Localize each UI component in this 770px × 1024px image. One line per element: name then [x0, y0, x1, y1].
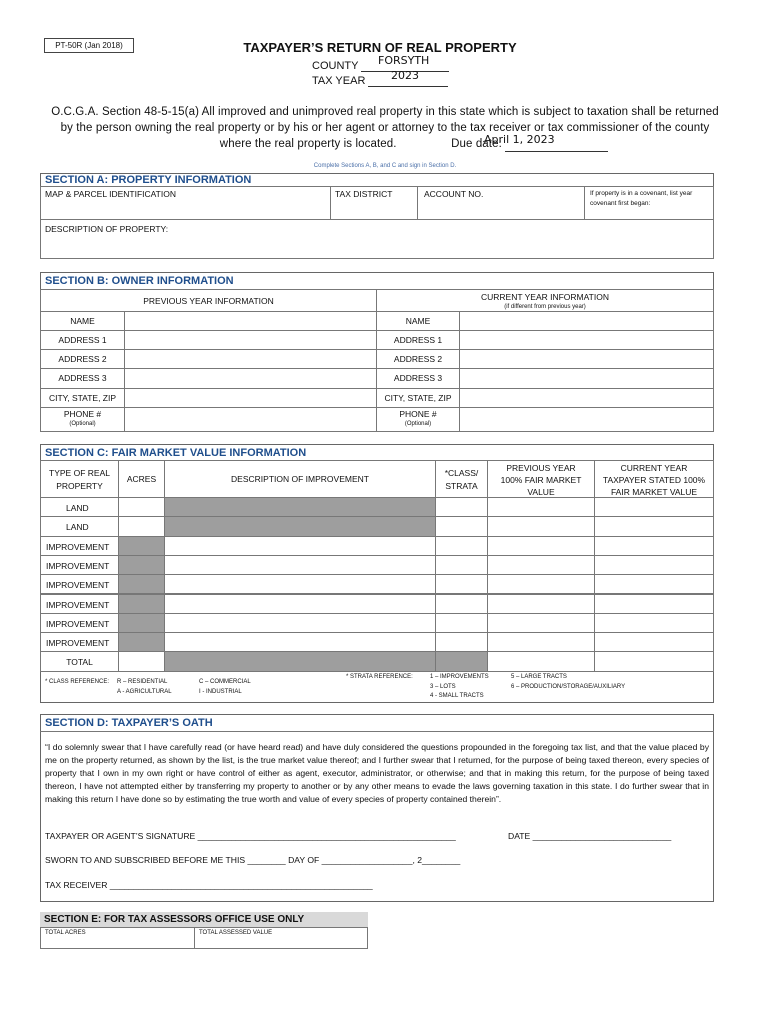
ocga-line-3: [40, 136, 730, 152]
section-e-title: SECTION E: FOR TAX ASSESSORS OFFICE USE ONLY: [40, 912, 368, 928]
owner-prev-2: [40, 349, 125, 369]
owner-prev-5: [40, 407, 125, 432]
fmv-cell-3-0: [40, 555, 119, 575]
col-type-label-1: TYPE OF REAL: [49, 468, 110, 478]
section-d-title: SECTION D: TAXPAYER’S OATH: [45, 717, 213, 729]
fmv-cell-6-4[interactable]: [487, 613, 595, 633]
fmv-cell-3-4[interactable]: [487, 555, 595, 575]
property-description-label: DESCRIPTION OF PROPERTY:: [45, 224, 169, 234]
owner-prev-1: [40, 330, 125, 350]
col-class-header: [435, 460, 488, 498]
fmv-cell-2-1: [118, 536, 165, 556]
col-class-label-1: *CLASS/: [444, 468, 479, 478]
fmv-cell-5-0: [40, 594, 119, 614]
prev-year-header-label: PREVIOUS YEAR INFORMATION: [143, 296, 274, 306]
fmv-cell-2-2[interactable]: [164, 536, 436, 556]
fmv-cell-8-5[interactable]: [594, 651, 714, 671]
fmv-cell-7-5[interactable]: [594, 632, 714, 652]
tax-district-field[interactable]: [330, 186, 418, 220]
tax-receiver-line[interactable]: TAX RECEIVER _______________________________________________________: [45, 880, 373, 890]
strata-3: 3 – LOTS: [430, 684, 456, 690]
section-a-title: SECTION A: PROPERTY INFORMATION: [45, 174, 252, 186]
fmv-row-label: IMPROVEMENT: [46, 618, 110, 629]
fmv-cell-5-5[interactable]: [594, 594, 714, 614]
fmv-cell-2-0: [40, 536, 119, 556]
owner-row-label: CITY, STATE, ZIP: [384, 393, 452, 403]
col-type-label-2: PROPERTY: [56, 481, 103, 491]
class-r: R – RESIDENTIAL: [117, 679, 168, 685]
fmv-row-label: IMPROVEMENT: [46, 560, 110, 571]
fmv-cell-1-1[interactable]: [118, 516, 165, 536]
owner-curr-4: [376, 388, 460, 408]
strata-1: 1 – IMPROVEMENTS: [430, 674, 489, 680]
fmv-row-label: IMPROVEMENT: [46, 580, 110, 591]
owner-prevval-2[interactable]: [124, 349, 377, 369]
fmv-cell-4-0: [40, 574, 119, 594]
col-curr-label-1: CURRENT YEAR: [620, 463, 688, 473]
fmv-cell-7-3[interactable]: [435, 632, 488, 652]
fmv-row-label: LAND: [66, 522, 89, 533]
strata-6: 6 – PRODUCTION/STORAGE/AUXILIARY: [511, 684, 626, 690]
tax-district-label: TAX DISTRICT: [335, 189, 393, 199]
class-c: C – COMMERCIAL: [199, 679, 251, 685]
optional-note: (Optional): [69, 421, 96, 427]
map-parcel-field[interactable]: [40, 186, 331, 220]
strata-4: 4 - SMALL TRACTS: [430, 693, 484, 699]
ocga-statement: [40, 104, 730, 152]
fmv-cell-5-3[interactable]: [435, 594, 488, 614]
total-acres-label: TOTAL ACRES: [45, 930, 86, 936]
fmv-cell-6-2[interactable]: [164, 613, 436, 633]
fmv-cell-6-3[interactable]: [435, 613, 488, 633]
curr-year-subheader: (if different from previous year): [504, 304, 586, 310]
map-parcel-label: MAP & PARCEL IDENTIFICATION: [45, 189, 176, 199]
covenant-label-2: covenant first began:: [590, 200, 651, 207]
fmv-cell-3-2[interactable]: [164, 555, 436, 575]
owner-row-label: ADDRESS 2: [58, 354, 107, 364]
owner-row-label: ADDRESS 3: [393, 373, 443, 383]
col-curr-header: [594, 460, 714, 498]
fmv-cell-4-4[interactable]: [487, 574, 595, 594]
owner-row-label: ADDRESS 2: [393, 354, 443, 364]
fmv-cell-0-3[interactable]: [435, 497, 488, 517]
owner-currval-3[interactable]: [459, 368, 714, 389]
tax-year-line: [312, 75, 448, 87]
fmv-cell-1-5[interactable]: [594, 516, 714, 536]
owner-currval-2[interactable]: [459, 349, 714, 369]
due-date-label: Due date:: [451, 138, 502, 150]
oath-text: “I do solemnly swear that I have carefully read (or have heard read) and have duly considered the questions propounded in the foregoing tax list, and that the value placed by me on the property returned, as shown by the list, is the true market value thereof; and I further swear that I returned, for the purpose of being taxed thereon, every species of property that I own in my own right or have control of either as agent, executor, administrator, or otherwise; and that in making this return, for the purpose of being taxed thereon, I have not attempted either by transferring my property to another or by any other means to evade the laws governing taxation in this state. I do further swear that in making this return I have done so by estimating the true worth and value of every species of property contained therein”.: [45, 742, 709, 804]
class-reference-label: * CLASS REFERENCE:: [45, 679, 110, 685]
owner-row-label: PHONE #: [399, 409, 437, 419]
fmv-row-label: IMPROVEMENT: [46, 599, 110, 610]
col-curr-label-3: FAIR MARKET VALUE: [610, 487, 698, 497]
col-acres-label: ACRES: [126, 474, 157, 484]
county-label: COUNTY: [312, 60, 359, 72]
section-c-title: SECTION C: FAIR MARKET VALUE INFORMATION: [45, 447, 307, 459]
fmv-cell-4-3[interactable]: [435, 574, 488, 594]
strata-5: 5 – LARGE TRACTS: [511, 674, 567, 680]
owner-curr-2: [376, 349, 460, 369]
county-value[interactable]: FORSYTH: [378, 54, 430, 67]
owner-prev-0: [40, 311, 125, 331]
fmv-cell-5-1: [118, 594, 165, 614]
fmv-cell-8-0: [40, 651, 119, 671]
fmv-cell-7-4[interactable]: [487, 632, 595, 652]
fmv-row-label: LAND: [66, 503, 89, 513]
owner-currval-0[interactable]: [459, 311, 714, 331]
col-prev-label-2: 100% FAIR MARKET: [500, 475, 582, 485]
col-prev-label-3: VALUE: [527, 487, 555, 497]
fmv-cell-8-3: [435, 651, 488, 671]
col-prev-header: [487, 460, 595, 498]
fmv-cell-5-2[interactable]: [164, 594, 436, 614]
col-prev-label-1: PREVIOUS YEAR: [506, 463, 576, 473]
class-a: A - AGRICULTURAL: [117, 689, 172, 695]
fmv-cell-3-3[interactable]: [435, 555, 488, 575]
col-desc-header: [164, 460, 436, 498]
sworn-line[interactable]: SWORN TO AND SUBSCRIBED BEFORE ME THIS ________ DAY OF ___________________, 2________: [45, 855, 461, 865]
total-acres-field[interactable]: [40, 927, 195, 949]
fmv-cell-7-1: [118, 632, 165, 652]
owner-prev-3: [40, 368, 125, 389]
col-acres-header: [118, 460, 165, 498]
fmv-cell-7-0: [40, 632, 119, 652]
fmv-cell-1-0: [40, 516, 119, 536]
col-type-header: [40, 460, 119, 498]
tax-year-value[interactable]: 2023: [391, 69, 419, 82]
prev-year-header: [40, 289, 377, 312]
fmv-cell-8-1[interactable]: [118, 651, 165, 671]
owner-row-label: NAME: [405, 316, 431, 326]
col-curr-label-2: TAXPAYER STATED 100%: [602, 475, 706, 485]
fmv-row-label: IMPROVEMENT: [46, 638, 110, 649]
fmv-cell-2-3[interactable]: [435, 536, 488, 556]
col-class-label-2: STRATA: [445, 481, 478, 491]
fmv-cell-1-3[interactable]: [435, 516, 488, 536]
col-desc-label: DESCRIPTION OF IMPROVEMENT: [231, 474, 369, 484]
owner-curr-5: [376, 407, 460, 432]
owner-curr-1: [376, 330, 460, 350]
fmv-cell-2-5[interactable]: [594, 536, 714, 556]
owner-row-label: CITY, STATE, ZIP: [48, 393, 117, 403]
fmv-cell-0-2: [164, 497, 436, 517]
signature-line[interactable]: TAXPAYER OR AGENT’S SIGNATURE ______________________________________________________: [45, 831, 456, 841]
total-assessed-field[interactable]: [194, 927, 368, 949]
owner-currval-5[interactable]: [459, 407, 714, 432]
fmv-cell-8-4[interactable]: [487, 651, 595, 671]
fmv-cell-5-4[interactable]: [487, 594, 595, 614]
strata-reference-label: * STRATA REFERENCE:: [346, 674, 413, 680]
fmv-cell-0-4[interactable]: [487, 497, 595, 517]
owner-row-label: ADDRESS 3: [58, 373, 107, 383]
owner-curr-3: [376, 368, 460, 389]
owner-prevval-3[interactable]: [124, 368, 377, 389]
ocga-line-3-text: where the real property is located.: [219, 138, 397, 150]
fmv-cell-4-1: [118, 574, 165, 594]
covenant-label-1: If property is in a covenant, list year: [590, 190, 693, 197]
account-no-label: ACCOUNT NO.: [424, 189, 484, 199]
property-description-field[interactable]: [40, 219, 714, 259]
fmv-cell-3-5[interactable]: [594, 555, 714, 575]
fmv-cell-6-1: [118, 613, 165, 633]
owner-prevval-5[interactable]: [124, 407, 377, 432]
owner-row-label: PHONE #: [63, 409, 102, 419]
fmv-cell-0-0: [40, 497, 119, 517]
section-d-divider: [40, 731, 714, 732]
fmv-cell-6-5[interactable]: [594, 613, 714, 633]
due-date-value[interactable]: April 1, 2023: [484, 133, 555, 146]
optional-note: (Optional): [404, 421, 432, 427]
fmv-cell-7-2[interactable]: [164, 632, 436, 652]
form-title: TAXPAYER’S RETURN OF REAL PROPERTY: [243, 40, 517, 55]
fmv-row-label: IMPROVEMENT: [46, 541, 110, 552]
owner-curr-0: [376, 311, 460, 331]
owner-prevval-0[interactable]: [124, 311, 377, 331]
owner-row-label: ADDRESS 1: [58, 335, 107, 345]
covenant-field[interactable]: [584, 186, 714, 220]
total-assessed-label: TOTAL ASSESSED VALUE: [199, 930, 273, 936]
fmv-cell-1-2: [164, 516, 436, 536]
class-i: I - INDUSTRIAL: [199, 689, 242, 695]
curr-year-header: [376, 289, 714, 312]
owner-prevval-4[interactable]: [124, 388, 377, 408]
fmv-cell-6-0: [40, 613, 119, 633]
fmv-cell-0-5[interactable]: [594, 497, 714, 517]
owner-prev-4: [40, 388, 125, 408]
owner-row-label: ADDRESS 1: [393, 335, 443, 345]
owner-prevval-1[interactable]: [124, 330, 377, 350]
fmv-cell-3-1: [118, 555, 165, 575]
ocga-line-1: O.C.G.A. Section 48-5-15(a) All improved and unimproved real property in this state which is subject to taxation shall be returned: [51, 106, 719, 118]
fmv-cell-0-1[interactable]: [118, 497, 165, 517]
account-no-field[interactable]: [417, 186, 585, 220]
section-b-title: SECTION B: OWNER INFORMATION: [45, 275, 234, 287]
curr-year-header-label: CURRENT YEAR INFORMATION: [481, 292, 609, 302]
fmv-cell-4-2[interactable]: [164, 574, 436, 594]
fmv-cell-1-4[interactable]: [487, 516, 595, 536]
form-id: PT-50R (Jan 2018): [44, 38, 134, 53]
fmv-row-label: TOTAL: [66, 657, 93, 668]
fmv-cell-2-4[interactable]: [487, 536, 595, 556]
instructions: Complete Sections A, B, and C and sign in Section D.: [313, 163, 457, 169]
fmv-cell-4-5[interactable]: [594, 574, 714, 594]
ocga-line-2: by the person owning the real property or by his or her agent or attorney to the tax receiver or tax commissioner of the county: [60, 122, 710, 134]
date-line[interactable]: DATE _____________________________: [508, 831, 672, 841]
tax-year-label: TAX YEAR: [312, 75, 366, 87]
owner-currval-4[interactable]: [459, 388, 714, 408]
fmv-cell-8-2: [164, 651, 436, 671]
owner-row-label: NAME: [70, 316, 95, 326]
owner-currval-1[interactable]: [459, 330, 714, 350]
